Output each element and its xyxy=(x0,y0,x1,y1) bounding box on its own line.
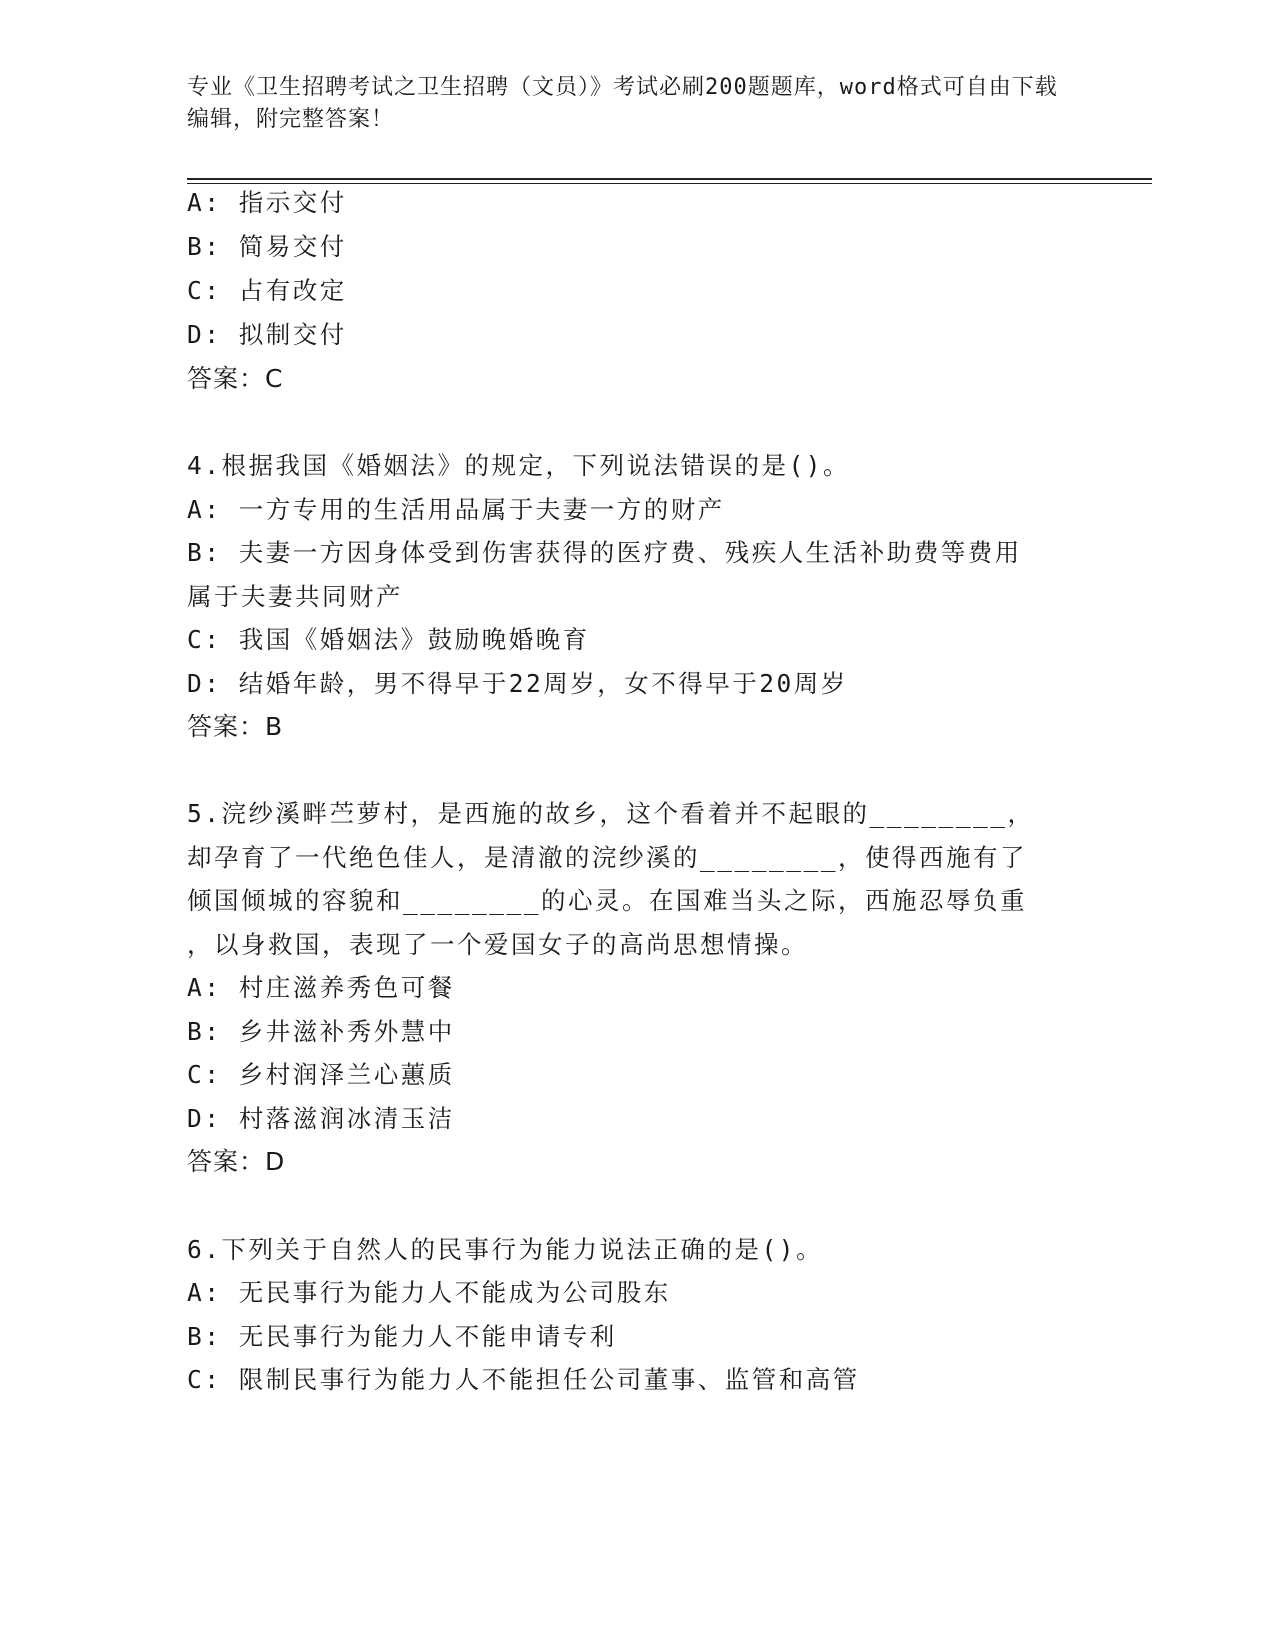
q5-option-c: C: 乡村润泽兰心蕙质 xyxy=(187,1060,455,1089)
q6-option-b: B: 无民事行为能力人不能申请专利 xyxy=(187,1322,617,1351)
q5-stem-line4: ，以身救国，表现了一个爱国女子的高尚思想情操。 xyxy=(187,930,808,959)
q4-stem: 4.根据我国《婚姻法》的规定，下列说法错误的是()。 xyxy=(187,451,850,480)
q3-answer: 答案：C xyxy=(187,364,284,393)
q6-stem: 6.下列关于自然人的民事行为能力说法正确的是()。 xyxy=(187,1235,823,1264)
header-divider-thin xyxy=(187,183,1152,184)
q5-option-d: D: 村落滋润冰清玉洁 xyxy=(187,1104,455,1133)
q5-stem-line2: 却孕育了一代绝色佳人，是清澈的浣纱溪的________，使得西施有了 xyxy=(187,843,1027,872)
header-divider-thick xyxy=(187,178,1152,180)
q4-option-b-line2: 属于夫妻共同财产 xyxy=(187,582,403,611)
q6-option-a: A: 无民事行为能力人不能成为公司股东 xyxy=(187,1278,671,1307)
document-header: 专业《卫生招聘考试之卫生招聘（文员）》考试必刷200题题库，word格式可自由下载编辑，附完整答案！ xyxy=(187,75,1058,132)
q5-stem-line1: 5.浣纱溪畔苎萝村，是西施的故乡，这个看着并不起眼的________， xyxy=(187,799,1035,828)
q4-option-b-line1: B: 夫妻一方因身体受到伤害获得的医疗费、残疾人生活补助费等费用 xyxy=(187,538,1022,567)
q3-option-c: C: 占有改定 xyxy=(187,276,347,305)
q4-option-c: C: 我国《婚姻法》鼓励晚婚晚育 xyxy=(187,625,590,654)
q3-option-d: D: 拟制交付 xyxy=(187,320,347,349)
q4-option-d: D: 结婚年龄，男不得早于22周岁，女不得早于20周岁 xyxy=(187,669,848,698)
q4-answer: 答案：B xyxy=(187,712,284,741)
q3-option-a: A: 指示交付 xyxy=(187,188,347,217)
q3-option-b: B: 简易交付 xyxy=(187,232,347,261)
q5-stem-line3: 倾国倾城的容貌和________的心灵。在国难当头之际，西施忍辱负重 xyxy=(187,886,1027,915)
q6-option-c: C: 限制民事行为能力人不能担任公司董事、监管和高管 xyxy=(187,1365,860,1394)
q5-option-a: A: 村庄滋养秀色可餐 xyxy=(187,973,455,1002)
q5-option-b: B: 乡井滋补秀外慧中 xyxy=(187,1017,455,1046)
q5-answer: 答案：D xyxy=(187,1147,286,1176)
q4-option-a: A: 一方专用的生活用品属于夫妻一方的财产 xyxy=(187,495,725,524)
